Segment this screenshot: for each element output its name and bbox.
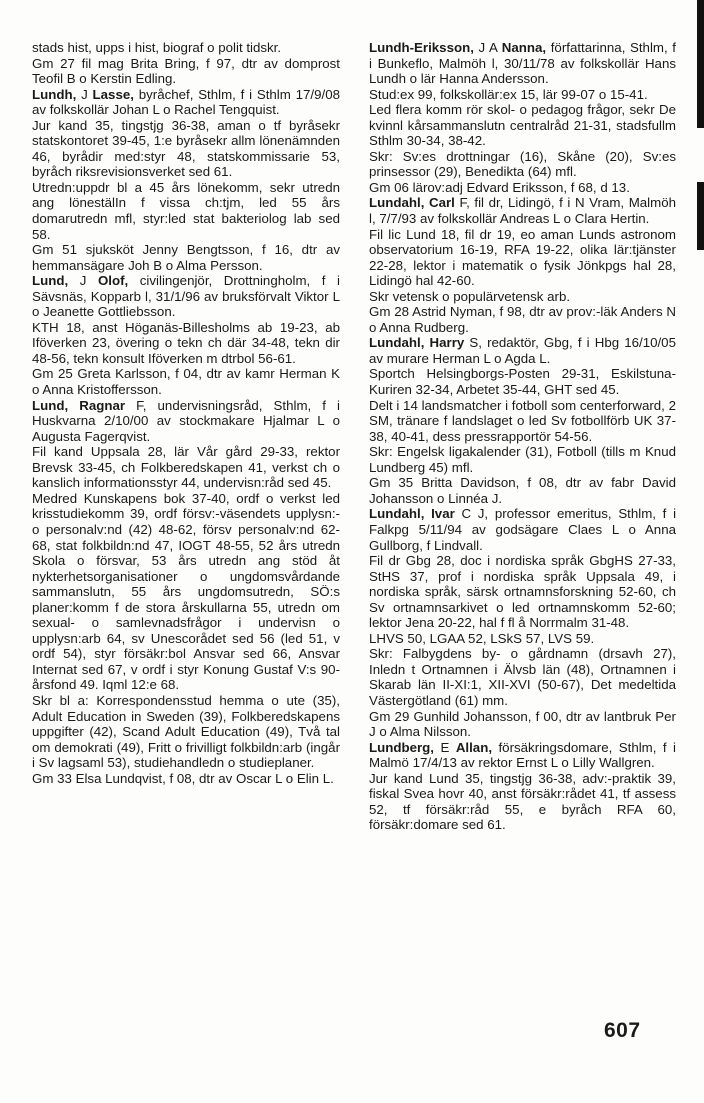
entry-text: Gm 35 Britta Davidson, f 08, dtr av fabr David Johansson o Linnéa J. — [369, 475, 676, 506]
entry-text: Gm 27 fil mag Brita Bring, f 97, dtr av domprost Teofil B o Kerstin Edling. — [32, 55, 340, 87]
entry-text: LHVS 50, LGAA 52, LSkS 57, LVS 59. — [369, 630, 595, 646]
biography-paragraph — [369, 149, 676, 180]
left-column — [32, 40, 340, 786]
entry-surname: Lundh-Eriksson, — [369, 40, 474, 55]
biography-paragraph — [369, 475, 676, 506]
biography-entry-head — [369, 40, 676, 87]
entry-surname: Lundahl, — [369, 335, 425, 351]
entry-text: undervisningsråd, Sthlm, f i Huskvarna 2/10/00 av stockmakare Hjalmar L o Augusta Fagerqvist. — [32, 397, 340, 444]
entry-initials: J A — [478, 40, 498, 55]
entry-called-name: Carl — [429, 195, 455, 211]
entry-text: försäkringsdomare, Sthlm, f i Malmö 17/4/13 av rektor Ernst L o Lilly Wallgren. — [369, 739, 676, 771]
biography-entry-head — [369, 335, 676, 366]
entry-text: Gm 29 Gunhild Johansson, f 00, dtr av lantbruk Per J o Alma Nilsson. — [369, 708, 676, 740]
biography-entry-head — [32, 398, 340, 445]
biography-paragraph — [369, 102, 676, 149]
entry-called-name: Nanna, — [501, 40, 547, 55]
biography-paragraph — [369, 366, 676, 397]
entry-surname: Lundahl, — [369, 195, 425, 211]
entry-text: Medred Kunskapens bok 37-40, ordf o verkst led krisstudiekomm 39, ordf försv:-väsendets upplysn:- o personalv:nd (42) 48-62, försv personalv:nd 62-68, stat folkbildn:nd 47, IOGT 48-55, 52 års utredn Skola o försvar, 53 års utredn ang stöd åt nykterhetsorganisationer o ungdomsvårdande sammanslutn, 55 års ungdomsutredn, SÖ:s planer:komm f de stora årskullarna 55, utredn om sexual- o samlevnadsfrågor i undervisn o upplysn:arb 64, sv Unescorådet sed 56 (led 51, v ordf 54), styr försäkr:bol Ansvar sed 66, Ansvar Internat sed 67, v ordf i styr Konung Gustaf V:s 90-årsfond 49. Iqml 12:e 68. — [32, 490, 340, 693]
biography-paragraph — [32, 366, 340, 397]
entry-text: Gm 06 lärov:adj Edvard Eriksson, f 68, d 13. — [369, 179, 630, 195]
entry-text: byråchef, Sthlm, f i Sthlm 17/9/08 av folkskollär Johan L o Rachel Tengquist. — [32, 86, 340, 118]
entry-text: Skr vetensk o populärvetensk arb. — [369, 288, 571, 304]
biography-paragraph — [369, 709, 676, 740]
biography-entry-head — [369, 740, 676, 771]
entry-called-name: Ragnar — [79, 397, 126, 413]
entry-text: Skr: Falbygdens by- o gårdnamn (drsavh 27), Inledn t Ortnamnen i Älvsb län (48), Ortnamnen i Skarab län II-XI:1, XII-XVI (50-67), Det medeltida Västergötland (61) mm. — [369, 646, 676, 708]
entry-text: Jur kand Lund 35, tingstjg 36-38, adv:-praktik 39, fiskal Svea hovr 40, anst försäkr:rådet 41, tf assess 52, tf försäkr:råd 55, e byråch RFA 60, försäkr:domare sed 61. — [369, 770, 676, 833]
biography-entry-head — [369, 195, 676, 226]
biography-paragraph — [369, 227, 676, 289]
entry-text: Gm 25 Greta Karlsson, f 04, dtr av kamr Herman K o Anna Kristoffersson. — [32, 366, 340, 398]
right-column — [369, 40, 676, 833]
biography-paragraph — [32, 242, 340, 273]
entry-text: Skr bl a: Korrespondensstud hemma o ute (35), Adult Education in Sweden (39), Folkberedskapens uppgifter (42), Scand Adult Education (49), Två tal om demokrati (49), Fritt o frivilligt folkbildn:arb (ingår i Sv lagsaml 53), studiehandledn o studieplaner. — [32, 692, 340, 771]
entry-text: Fil dr Gbg 28, doc i nordiska språk GbgHS 27-33, StHS 37, prof i nordiska språk Uppsala 49, i nordiska språk, särsk ortnamnsforskning 52-60, ch Sv ortnamnsarkivet o led ortnamnskomm 52-60; lektor Jena 20-22, hal f fl å Norrmalm 31-48. — [369, 553, 676, 631]
entry-text: Skr: Engelsk ligakalender (31), Fotboll (tills m Knud Lundberg 45) mfl. — [369, 444, 676, 475]
biography-paragraph — [369, 398, 676, 445]
scan-edge-mark — [697, 0, 704, 128]
biography-paragraph — [369, 646, 676, 708]
entry-text: Skr: Sv:es drottningar (16), Skåne (20), Sv:es prinsessor (29), Benedikta (64) mfl. — [369, 148, 676, 180]
entry-called-name: Harry — [429, 335, 465, 351]
entry-called-name: Allan, — [455, 739, 493, 755]
entry-initials: F, — [459, 195, 470, 211]
entry-called-name: Ivar — [431, 506, 455, 522]
biography-paragraph — [369, 771, 676, 833]
entry-surname: Lund, — [32, 273, 69, 289]
page-number: 607 — [604, 1019, 641, 1042]
entry-text: författarinna, Sthlm, f i Bunkeflo, Malmöh l, 30/11/78 av folkskollär Hans Lundh o lär Hanna Andersson. — [369, 40, 676, 87]
entry-text: Sportch Helsingborgs-Posten 29-31, Eskilstuna-Kuriren 32-34, Arbetet 35-44, GHT sed 45. — [369, 366, 676, 398]
biography-paragraph — [32, 491, 340, 693]
biography-paragraph — [32, 56, 340, 87]
entry-surname: Lundahl, — [369, 506, 425, 522]
biography-entry-head — [32, 273, 340, 320]
scan-edge-mark — [697, 182, 704, 250]
biography-paragraph — [32, 771, 340, 787]
entry-surname: Lund, — [32, 397, 69, 413]
entry-text: civilingenjör, Drottningholm, f i Sävsnäs, Kopparb l, 31/1/96 av bruksförvalt Viktor L o Jeanette Gottliebsson. — [32, 273, 340, 320]
biography-paragraph — [369, 631, 676, 647]
entry-initials: J — [81, 86, 88, 102]
entry-called-name: Lasse, — [92, 86, 134, 102]
entry-initials: E — [440, 739, 450, 755]
biography-entry-head — [369, 506, 676, 553]
entry-text: redaktör, Gbg, f i Hbg 16/10/05 av murare Herman L o Agda L. — [369, 335, 676, 366]
entry-text: Utredn:uppdr bl a 45 års lönekomm, sekr utredn ang lönestälIn f vissa ch:tjm, led 55 års domarutredn mfl, styr:led stat bakteriolog lab sed 58. — [32, 179, 340, 242]
entry-text: Stud:ex 99, folkskollär:ex 15, lär 99-07 o 15-41. — [369, 86, 648, 102]
entry-text: Jur kand 35, tingstjg 36-38, aman o tf byråsekr statskontoret 39-45, 1:e byråsekr allm lönenämnden 46, byrådir med:styr 48, statskommissarie 53, byråch riksrevisionsverket sed 61. — [32, 117, 340, 180]
biography-paragraph — [369, 304, 676, 335]
biography-paragraph — [32, 118, 340, 180]
biography-paragraph — [369, 444, 676, 475]
biography-paragraph — [369, 553, 676, 631]
entry-called-name: Olof, — [97, 273, 129, 289]
biography-paragraph — [32, 180, 340, 242]
entry-text: fil dr, Lidingö, f i N Vram, Malmöh l, 7/7/93 av folkskollär Andreas L o Clara Hertin. — [369, 195, 676, 227]
biography-paragraph — [369, 180, 676, 196]
entry-initials: C J, — [461, 506, 489, 522]
entry-text: stads hist, upps i hist, biograf o polit tidskr. — [32, 40, 282, 55]
entry-initials: S, — [469, 335, 482, 351]
biography-entry-head — [32, 87, 340, 118]
entry-text: Fil kand Uppsala 28, lär Vår gård 29-33, rektor Brevsk 33-45, ch Folkberedskapen 41, verkst ch o kanslich informationsstyr 44, undervisn:råd sed 45. — [32, 444, 340, 491]
entry-surname: Lundh, — [32, 86, 77, 102]
entry-text: Delt i 14 landsmatcher i fotboll som centerforward, 2 SM, tränare f landslaget o led Sv fotbollförb UK 37-38, 40-41, dess pressrapportör 54-56. — [369, 397, 676, 444]
entry-text: professor emeritus, Sthlm, f i Falkpg 5/11/94 av godsägare Claes L o Anna Gullborg, f Lindvall. — [369, 506, 677, 553]
biography-paragraph — [32, 693, 340, 771]
biography-paragraph — [369, 87, 676, 103]
entry-text: Fil lic Lund 18, fil dr 19, eo aman Lunds astronom observatorium 16-19, RFA 19-22, olika lär:tjänster 22-28, lektor i matematik o fysik Jönkpgs hal 28, Lidingö hal 42-60. — [369, 226, 676, 289]
entry-initials: F, — [136, 397, 147, 413]
biography-paragraph — [369, 289, 676, 305]
biography-paragraph — [32, 40, 340, 56]
biography-paragraph — [32, 444, 340, 491]
entry-initials: J — [79, 273, 87, 289]
entry-text: Gm 33 Elsa Lundqvist, f 08, dtr av Oscar L o Elin L. — [32, 770, 334, 786]
entry-text: Gm 28 Astrid Nyman, f 98, dtr av prov:-läk Anders N o Anna Rudberg. — [369, 304, 676, 335]
entry-surname: Lundberg, — [369, 739, 434, 755]
entry-text: Led flera komm rör skol- o pedagog frågor, sekr De kvinnl kårsammanslutn centralråd 21-31, stadsfullm Sthlm 30-34, 38-42. — [369, 102, 676, 149]
biography-paragraph — [32, 320, 340, 367]
entry-text: KTH 18, anst Höganäs-Billesholms ab 19-23, ab Iföverken 23, övering o tekn ch där 34-48, tekn dir 48-56, tekn konsult Iföverken m dtrbol 56-61. — [32, 319, 340, 366]
entry-text: Gm 51 sjuksköt Jenny Bengtsson, f 16, dtr av hemmansägare Joh B o Alma Persson. — [32, 242, 340, 273]
